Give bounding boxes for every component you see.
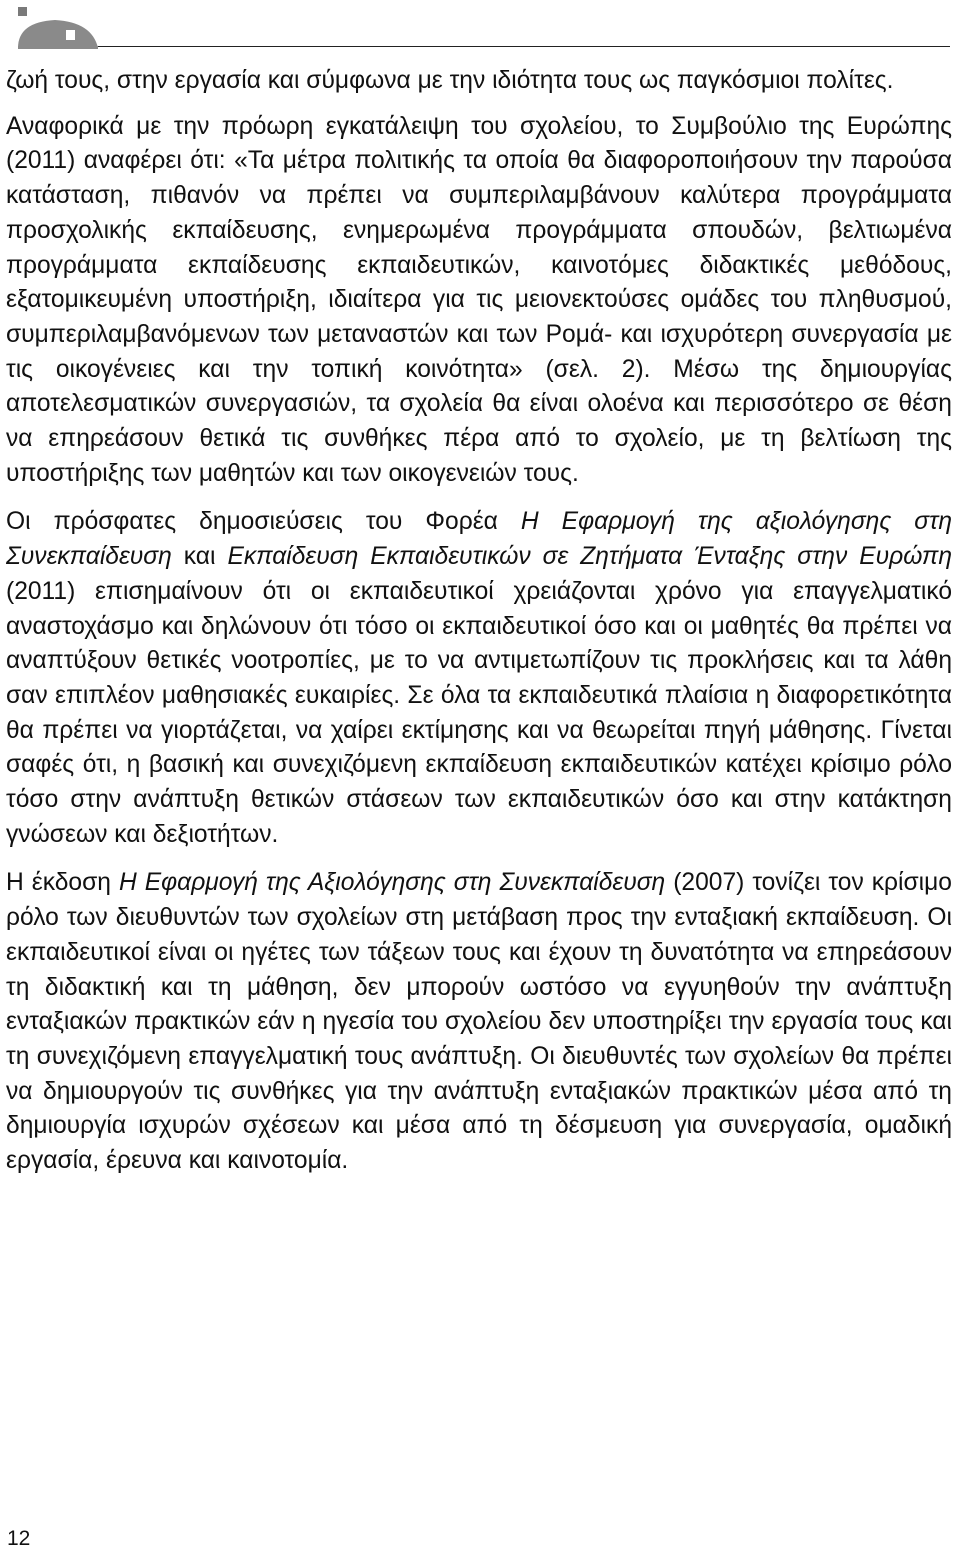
paragraph-1-text: ζωή τους, στην εργασία και σύμφωνα με την ιδιότητα τους ως παγκόσμιοι πολίτες. (6, 67, 894, 94)
header-rule (98, 46, 950, 47)
paragraph-4-text-b: (2007) τονίζει τον κρίσιμο ρόλο των διευθυντών των σχολείων στη μετάβαση προς την ενταξιακή εκπαίδευση. Οι εκπαιδευτικοί είναι οι ηγέτες των τάξεων τους και έχουν τη δυνατότητα να επηρεάσουν τη διδακτική και τη μάθηση, δεν μπορούν ωστόσο να εγγυηθούν την ανάπτυξη ενταξιακών πρακτικών εάν η ηγεσία του σχολείου δεν υποστηρίξει την εργασία τους και τη συνεχιζόμενη επαγγελματική τους ανάπτυξη. Οι διευθυντές των σχολείων θα πρέπει να δημιουργούν τις συνθήκες για την ανάπτυξη ενταξιακών πρακτικών μέσα από τη δημιουργία ισχυρών σχέσεων και μέσα από τη δέσμευση για συνεργασία, ομαδική εργασία, έρευνα και καινοτομία. (6, 869, 952, 1175)
paragraph-1 (6, 64, 952, 99)
paragraph-3-text-b: και (171, 543, 228, 571)
paragraph-4 (6, 866, 952, 1178)
paragraph-3 (6, 505, 952, 852)
paragraph-2 (6, 110, 952, 492)
house-logo-icon (0, 0, 110, 50)
paragraph-3-text-c: (2011) επισημαίνουν ότι οι εκπαιδευτικοί χρειάζονται χρόνο για επαγγελματικό αναστοχάσμο και δηλώνουν ότι τόσο οι εκπαιδευτικοί όσο και οι μαθητές θα πρέπει να αναπτύξουν θετικές νοοτροπίες, με το να αντιμετωπίζουν τις προκλήσεις και τα λάθη σαν επιπλέον μαθησιακές ευκαιρίες. Σε όλα τα εκπαιδευτικά πλαίσια η διαφορετικότητα θα πρέπει να γιορτάζεται, να χαίρει εκτίμησης και να θεωρείται πηγή μάθησης. Γίνεται σαφές ότι, η βασική και συνεχιζόμενη εκπαίδευση εκπαιδευτικών κατέχει κρίσιμο ρόλο τόσο στην ανάπτυξη θετικών στάσεων των εκπαιδευτικών όσο και στην κατάκτηση γνώσεων και δεξιοτήτων. (6, 577, 952, 848)
paragraph-2-text: Αναφορικά με την πρόωρη εγκατάλειψη του σχολείου, το Συμβούλιο της Ευρώπης (2011) αναφέρει ότι: «Τα μέτρα πολιτικής τα οποία θα διαφοροποιήσουν την παρούσα κατάσταση, πιθανόν να πρέπει να συμπεριλαμβάνουν καλύτερα προγράμματα προσχολικής εκπαίδευσης, ενημερωμένα προγράμματα σπουδών, βελτιωμένα προγράμματα εκπαίδευσης εκπαιδευτικών, καινοτόμες διδακτικές μεθόδους, εξατομικευμένη υποστήριξη, ιδιαίτερα για τις μειονεκτούσες ομάδες του πληθυσμού, συμπεριλαμβανόμενων των μεταναστών και των Ρομά- και ισχυρότερη συνεργασία με τις οικογένειες και την τοπική κοινότητα» (σελ. 2). Μέσω της δημιουργίας αποτελεσματικών συνεργασιών, τα σχολεία θα είναι ολοένα και περισσότερο σε θέση να επηρεάσουν θετικά τις συνθήκες πέρα από το σχολείο, με τη βελτίωση της υποστήριξης των μαθητών και των οικογενειών τους. (6, 112, 952, 487)
page-number: 12 (7, 1527, 31, 1550)
publication-title-assessment: Η Εφαρμογή της αξιολόγησης στη Συνεκπαίδευση (6, 508, 952, 571)
paragraph-3-text-a: Οι πρόσφατες δημοσιεύσεις του Φορέα (6, 508, 521, 536)
publication-title-assessment-2007: Η Εφαρμογή της Αξιολόγησης στη Συνεκπαίδευση (118, 869, 666, 897)
publication-title-teacher-education: Εκπαίδευση Εκπαιδευτικών σε Ζητήματα Ένταξης στην Ευρώπη (227, 543, 952, 571)
body-text (6, 64, 952, 1179)
paragraph-4-text-a: Η έκδοση (6, 869, 119, 897)
